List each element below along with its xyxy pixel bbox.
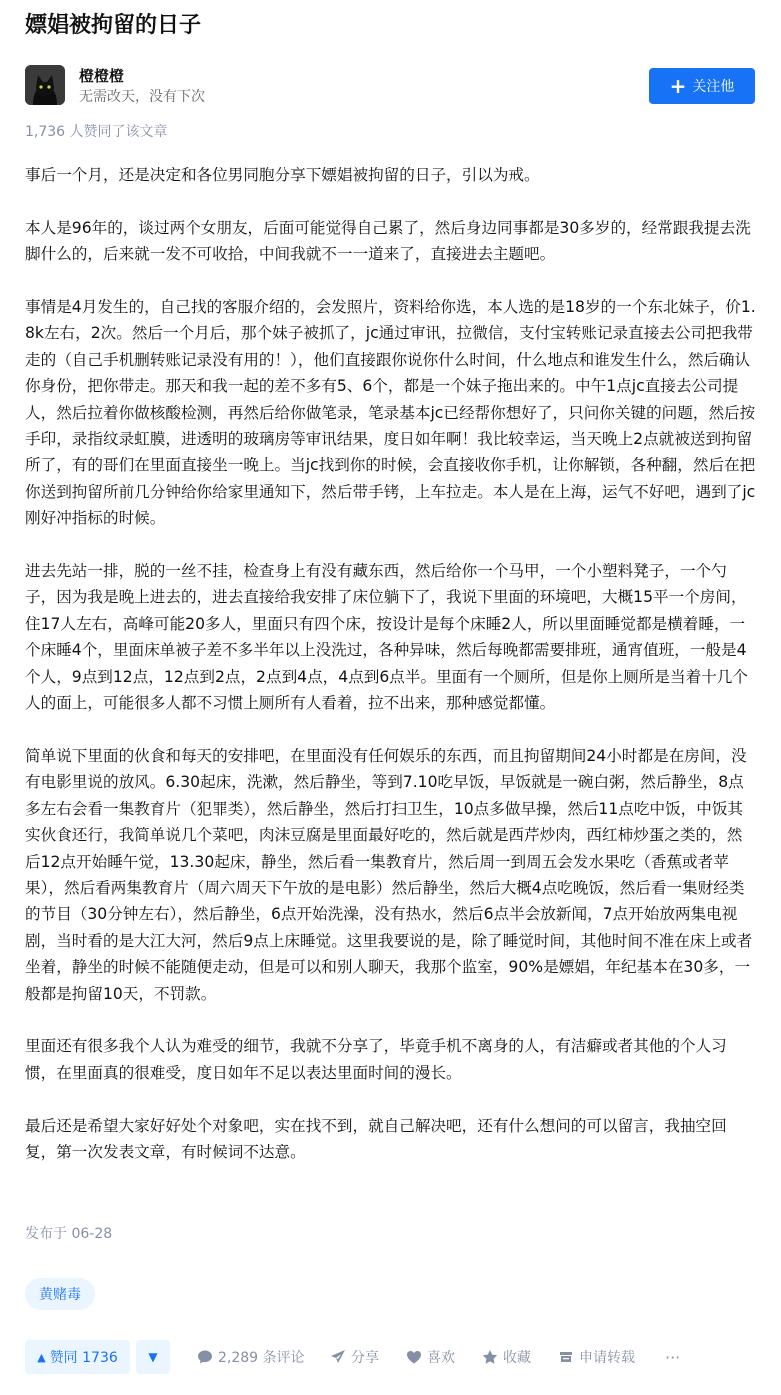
comments-button[interactable] (197, 1340, 305, 1374)
repost-icon (558, 1349, 574, 1365)
comments-label: 2,289 条评论 (218, 1350, 305, 1366)
follow-button[interactable] (649, 68, 755, 104)
collect-button[interactable] (482, 1340, 531, 1374)
likes-count-line[interactable]: 1,736 人赞同了该文章 (25, 124, 168, 140)
repost-button[interactable] (558, 1340, 635, 1374)
author-info (25, 64, 755, 108)
more-button[interactable] (665, 1340, 680, 1374)
article-content (25, 162, 757, 1192)
more-icon: ··· (665, 1347, 681, 1367)
author-signature: 无需改天，没有下次 (79, 89, 205, 105)
collect-label: 收藏 (503, 1350, 531, 1366)
paragraph: 事后一个月，还是决定和各位男同胞分享下嫖娼被拘留的日子，引以为戒。 (25, 166, 540, 184)
paragraph: 事情是4月发生的，自己找的客服介绍的，会发照片，资料给你选，本人选的是18岁的一个东北妹子，价1.8k左右，2次。然后一个月后，那个妹子被抓了，jc通过审讯，拉微信，支付宝转账记录直接去公司把我带走的（自己手机删转账记录没有用的！），他们直接跟你说你什么时间，什么地点和谁发生什么，然后确认你身份，把你带走。那天和我一起的差不多有5、6个，都是一个妹子拖出来的。中午1点jc直接去公司提人，然后拉着你做核酸检测，再然后给你做笔录，笔录基本jc已经帮你想好了，只问你关键的问题，然后按手印，录指纹录虹膜，进透明的玻璃房等审讯结果，度日如年啊！我比较幸运，当天晚上2点就被送到拘留所了，有的哥们在里面直接坐一晚上。当jc找到你的时候，会直接收你手机，让你解锁，各种翻，然后在把你送到拘留所前几分钟给你给家里通知下，然后带手铐，上车拉走。本人是在上海，运气不好吧，遇到了jc刚好冲指标的时候。 (25, 298, 756, 528)
plus-icon: + (669, 74, 687, 98)
paragraph: 简单说下里面的伙食和每天的安排吧，在里面没有任何娱乐的东西，而且拘留期间24小时都是在房间，没有电影里说的放风。6.30起床，洗漱，然后静坐，等到7.10吃早饭，早饭就是一碗白粥，然后静坐，8点多左右会看一集教育片（犯罪类），然后静坐，然后打扫卫生，10点多做早操，然后11点吃中饭，中饭其实伙食还行，我简单说几个菜吧，肉沫豆腐是里面最好吃的，然后就是西芹炒肉，西红柿炒蛋之类的，然后12点开始睡午觉，13.30起床，静坐，然后看一集教育片，然后周一到周五会发水果吃（香蕉或者苹果），然后看两集教育片（周六周天下午放的是电影）然后静坐，然后大概4点吃晚饭，然后看一集财经类的节目（30分钟左右），然后静坐，6点开始洗澡，没有热水，然后6点半会放新闻，7点开始放两集电视剧，当时看的是大江大河，然后9点上床睡觉。这里我要说的是，除了睡觉时间，其他时间不准在床上或者坐着，静坐的时候不能随便走动，但是可以和别人聊天，我那个监室，90%是嫖娼，年纪基本在30多，一般都是拘留10天，不罚款。 (25, 746, 753, 1003)
follow-label: 关注他 (692, 79, 735, 95)
star-icon (482, 1349, 498, 1365)
like-button[interactable] (406, 1340, 455, 1374)
share-button[interactable] (330, 1340, 379, 1374)
publish-time: 发布于 06-28 (25, 1226, 113, 1242)
paragraph: 进去先站一排，脱的一丝不挂，检查身上有没有藏东西，然后给你一个马甲，一个小塑料凳子，一个勺子，因为我是晚上进去的，进去直接给我安排了床位躺下了，我说下里面的环境吧，大概15平一个房间，住17人左右，高峰可能20多人，里面只有四个床，按设计是每个床睡2人，所以里面睡觉都是横着睡，一个床睡4个，里面床单被子差不多半年以上没洗过，各种异味，然后每晚都需要排班，通宵值班，一般是4个人，9点到12点，12点到2点，2点到4点，4点到6点半。里面有一个厕所，但是你上厕所是当着十几个人的面上，可能很多人都不习惯上厕所有人看着，拉不出来，那种感觉都懂。 (25, 562, 748, 713)
vote-up-button[interactable] (25, 1340, 130, 1374)
action-bar (25, 1340, 755, 1374)
triangle-down-icon: ▼ (148, 1350, 158, 1364)
share-icon (330, 1349, 346, 1365)
paragraph: 本人是96年的，谈过两个女朋友，后面可能觉得自己累了，然后身边同事都是30多岁的，经常跟我提去洗脚什么的，后来就一发不可收拾，中间我就不一一道来了，直接进去主题吧。 (25, 218, 751, 264)
paragraph: 里面还有很多我个人认为难受的细节，我就不分享了，毕竟手机不离身的人，有洁癖或者其他的个人习惯，在里面真的很难受，度日如年不足以表达里面时间的漫长。 (25, 1037, 727, 1082)
heart-icon (406, 1349, 422, 1365)
article-title: 嫖娼被拘留的日子 (25, 13, 202, 38)
like-label: 喜欢 (427, 1350, 455, 1366)
triangle-up-icon: ▲ (37, 1350, 46, 1364)
paragraph: 最后还是希望大家好好处个对象吧，实在找不到，就自己解决吧，还有什么想问的可以留言，我抽空回复，第一次发表文章，有时候词不达意。 (25, 1116, 727, 1161)
avatar[interactable] (25, 65, 65, 105)
comment-icon (197, 1349, 213, 1365)
vote-down-button[interactable] (136, 1340, 170, 1374)
black-cat-icon (25, 65, 65, 105)
topic-tag[interactable]: 黄赌毒 (25, 1278, 95, 1310)
author-name[interactable]: 橙橙橙 (79, 67, 125, 85)
repost-label: 申请转载 (579, 1350, 635, 1366)
share-label: 分享 (351, 1350, 379, 1366)
vote-up-label: 赞同 1736 (49, 1350, 118, 1366)
